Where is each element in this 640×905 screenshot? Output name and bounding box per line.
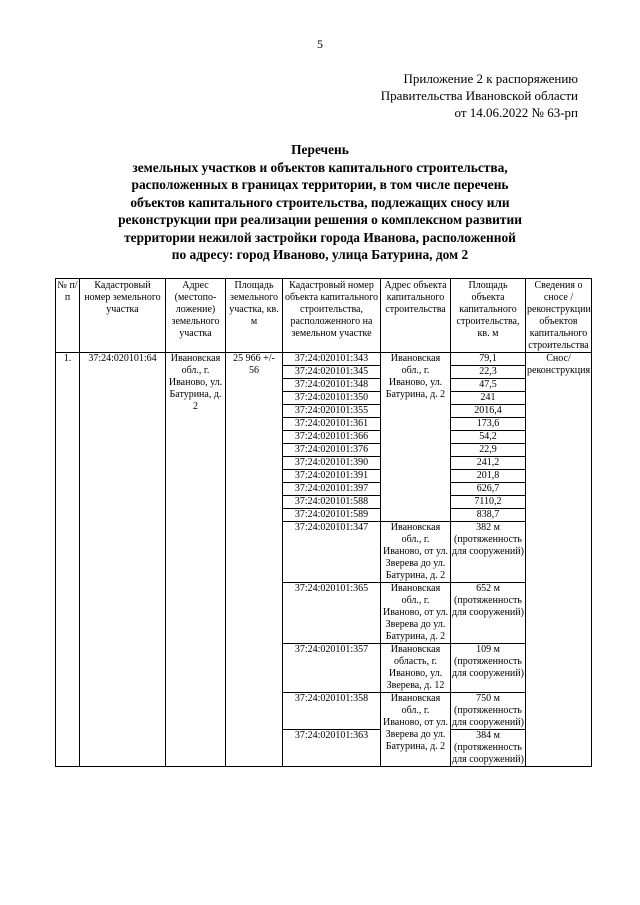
- header-object-cadastral: Кадастровый номер объекта капитального строительства, расположенного на земельном участке: [283, 279, 381, 353]
- structure-address: Ивановская обл., г. Иваново, от ул. Зверева до ул. Батурина, д. 2: [381, 583, 451, 644]
- structure-address: Ивановская обл., г. Иваново, от ул. Зверева до ул. Батурина, д. 2: [381, 693, 451, 767]
- object-area: 22,3: [451, 366, 526, 379]
- header-object-address: Адрес объекта капитального строительства: [381, 279, 451, 353]
- object-area: 54,2: [451, 431, 526, 444]
- land-cadastral-number: 37:24:020101:64: [80, 353, 166, 767]
- object-area: 241: [451, 392, 526, 405]
- object-cadastral-number: 37:24:020101:348: [283, 379, 381, 392]
- row-number: 1.: [56, 353, 80, 767]
- header-land-cadastral: Кадастровый номер земельного участка: [80, 279, 166, 353]
- appendix-line-2: Правительства Ивановской области: [380, 88, 578, 103]
- title-line-3: расположенных в границах территории, в том числе перечень: [131, 177, 509, 192]
- structure-area: 750 м (протяженность для сооружений): [452, 693, 524, 728]
- header-land-area: Площадь земельного участка, кв. м: [226, 279, 283, 353]
- appendix-line-1: Приложение 2 к распоряжению: [403, 71, 578, 86]
- object-cadastral-number: 37:24:020101:345: [283, 366, 381, 379]
- object-area: 7110,2: [451, 496, 526, 509]
- object-cadastral-number: 37:24:020101:589: [283, 509, 381, 522]
- land-area: 25 966 +/- 56: [226, 353, 283, 767]
- header-object-area: Площадь объекта капитального строительства, кв. м: [451, 279, 526, 353]
- structure-cadastral-number: 37:24:020101:365: [283, 583, 381, 644]
- title-line-7: по адресу: город Иваново, улица Батурина, дом 2: [171, 247, 469, 262]
- object-cadastral-number: 37:24:020101:588: [283, 496, 381, 509]
- object-group-address: Ивановская обл., г. Иваново, ул. Батурина, д. 2: [381, 353, 451, 522]
- object-cadastral-number: 37:24:020101:376: [283, 444, 381, 457]
- land-address: Ивановская обл., г. Иваново, ул. Батурина, д. 2: [166, 353, 226, 767]
- object-cadastral-number: 37:24:020101:397: [283, 483, 381, 496]
- object-area: 838,7: [451, 509, 526, 522]
- land-objects-table: [55, 278, 592, 767]
- demolition-action: Снос/ реконструкция: [526, 353, 592, 767]
- object-area: 22,9: [451, 444, 526, 457]
- structure-address: Ивановская обл., г. Иваново, от ул. Зверева до ул. Батурина, д. 2: [381, 522, 451, 583]
- title-line-6: территории нежилой застройки города Иванова, расположенной: [124, 229, 516, 245]
- title-line-1: Перечень: [291, 142, 349, 157]
- structure-cadastral-number: 37:24:020101:363: [283, 730, 381, 767]
- object-cadastral-number: 37:24:020101:390: [283, 457, 381, 470]
- structure-cadastral-number: 37:24:020101:357: [283, 644, 381, 693]
- structure-area: 382 м (протяженность для сооружений): [451, 522, 526, 583]
- table-header-row: [56, 279, 592, 353]
- object-cadastral-number: 37:24:020101:366: [283, 431, 381, 444]
- header-demolition-info: Сведения о сносе / реконструкции объектов капитального строительства: [527, 280, 591, 351]
- title-line-4: объектов капитального строительства, подлежащих сносу или: [130, 194, 510, 210]
- structure-area: 109 м (протяженность для сооружений): [451, 644, 526, 693]
- object-cadastral-number: 37:24:020101:361: [283, 418, 381, 431]
- appendix-line-3: от 14.06.2022 № 63-рп: [454, 105, 578, 120]
- title-line-2: земельных участков и объектов капитального строительства,: [132, 159, 508, 175]
- object-cadastral-number: 37:24:020101:391: [283, 470, 381, 483]
- object-area: 2016,4: [451, 405, 526, 418]
- object-area: 47,5: [451, 379, 526, 392]
- object-cadastral-number: 37:24:020101:343: [283, 353, 381, 366]
- object-area: 241,2: [451, 457, 526, 470]
- appendix-header: [381, 70, 578, 121]
- title-line-5: реконструкции при реализации решения о комплексном развитии: [118, 212, 522, 227]
- header-land-address: Адрес (местопо-ложение) земельного участка: [166, 279, 226, 353]
- object-area: 173,6: [451, 418, 526, 431]
- structure-address: Ивановская область, г. Иваново, ул. Зверева, д. 12: [381, 644, 451, 693]
- structure-area: 652 м (протяженность для сооружений): [451, 583, 526, 644]
- table-row: [56, 353, 592, 366]
- document-title: [60, 141, 580, 264]
- page-number: 5: [317, 37, 323, 51]
- object-cadastral-number: 37:24:020101:355: [283, 405, 381, 418]
- structure-cadastral-number: 37:24:020101:358: [283, 693, 381, 730]
- structure-cadastral-number: 37:24:020101:347: [283, 522, 381, 583]
- object-area: 626,7: [451, 483, 526, 496]
- object-area: 201,8: [451, 470, 526, 483]
- header-number: № п/п: [56, 279, 80, 353]
- structure-area: 384 м (протяженность для сооружений): [452, 730, 524, 765]
- object-cadastral-number: 37:24:020101:350: [283, 392, 381, 405]
- object-area: 79,1: [451, 353, 526, 366]
